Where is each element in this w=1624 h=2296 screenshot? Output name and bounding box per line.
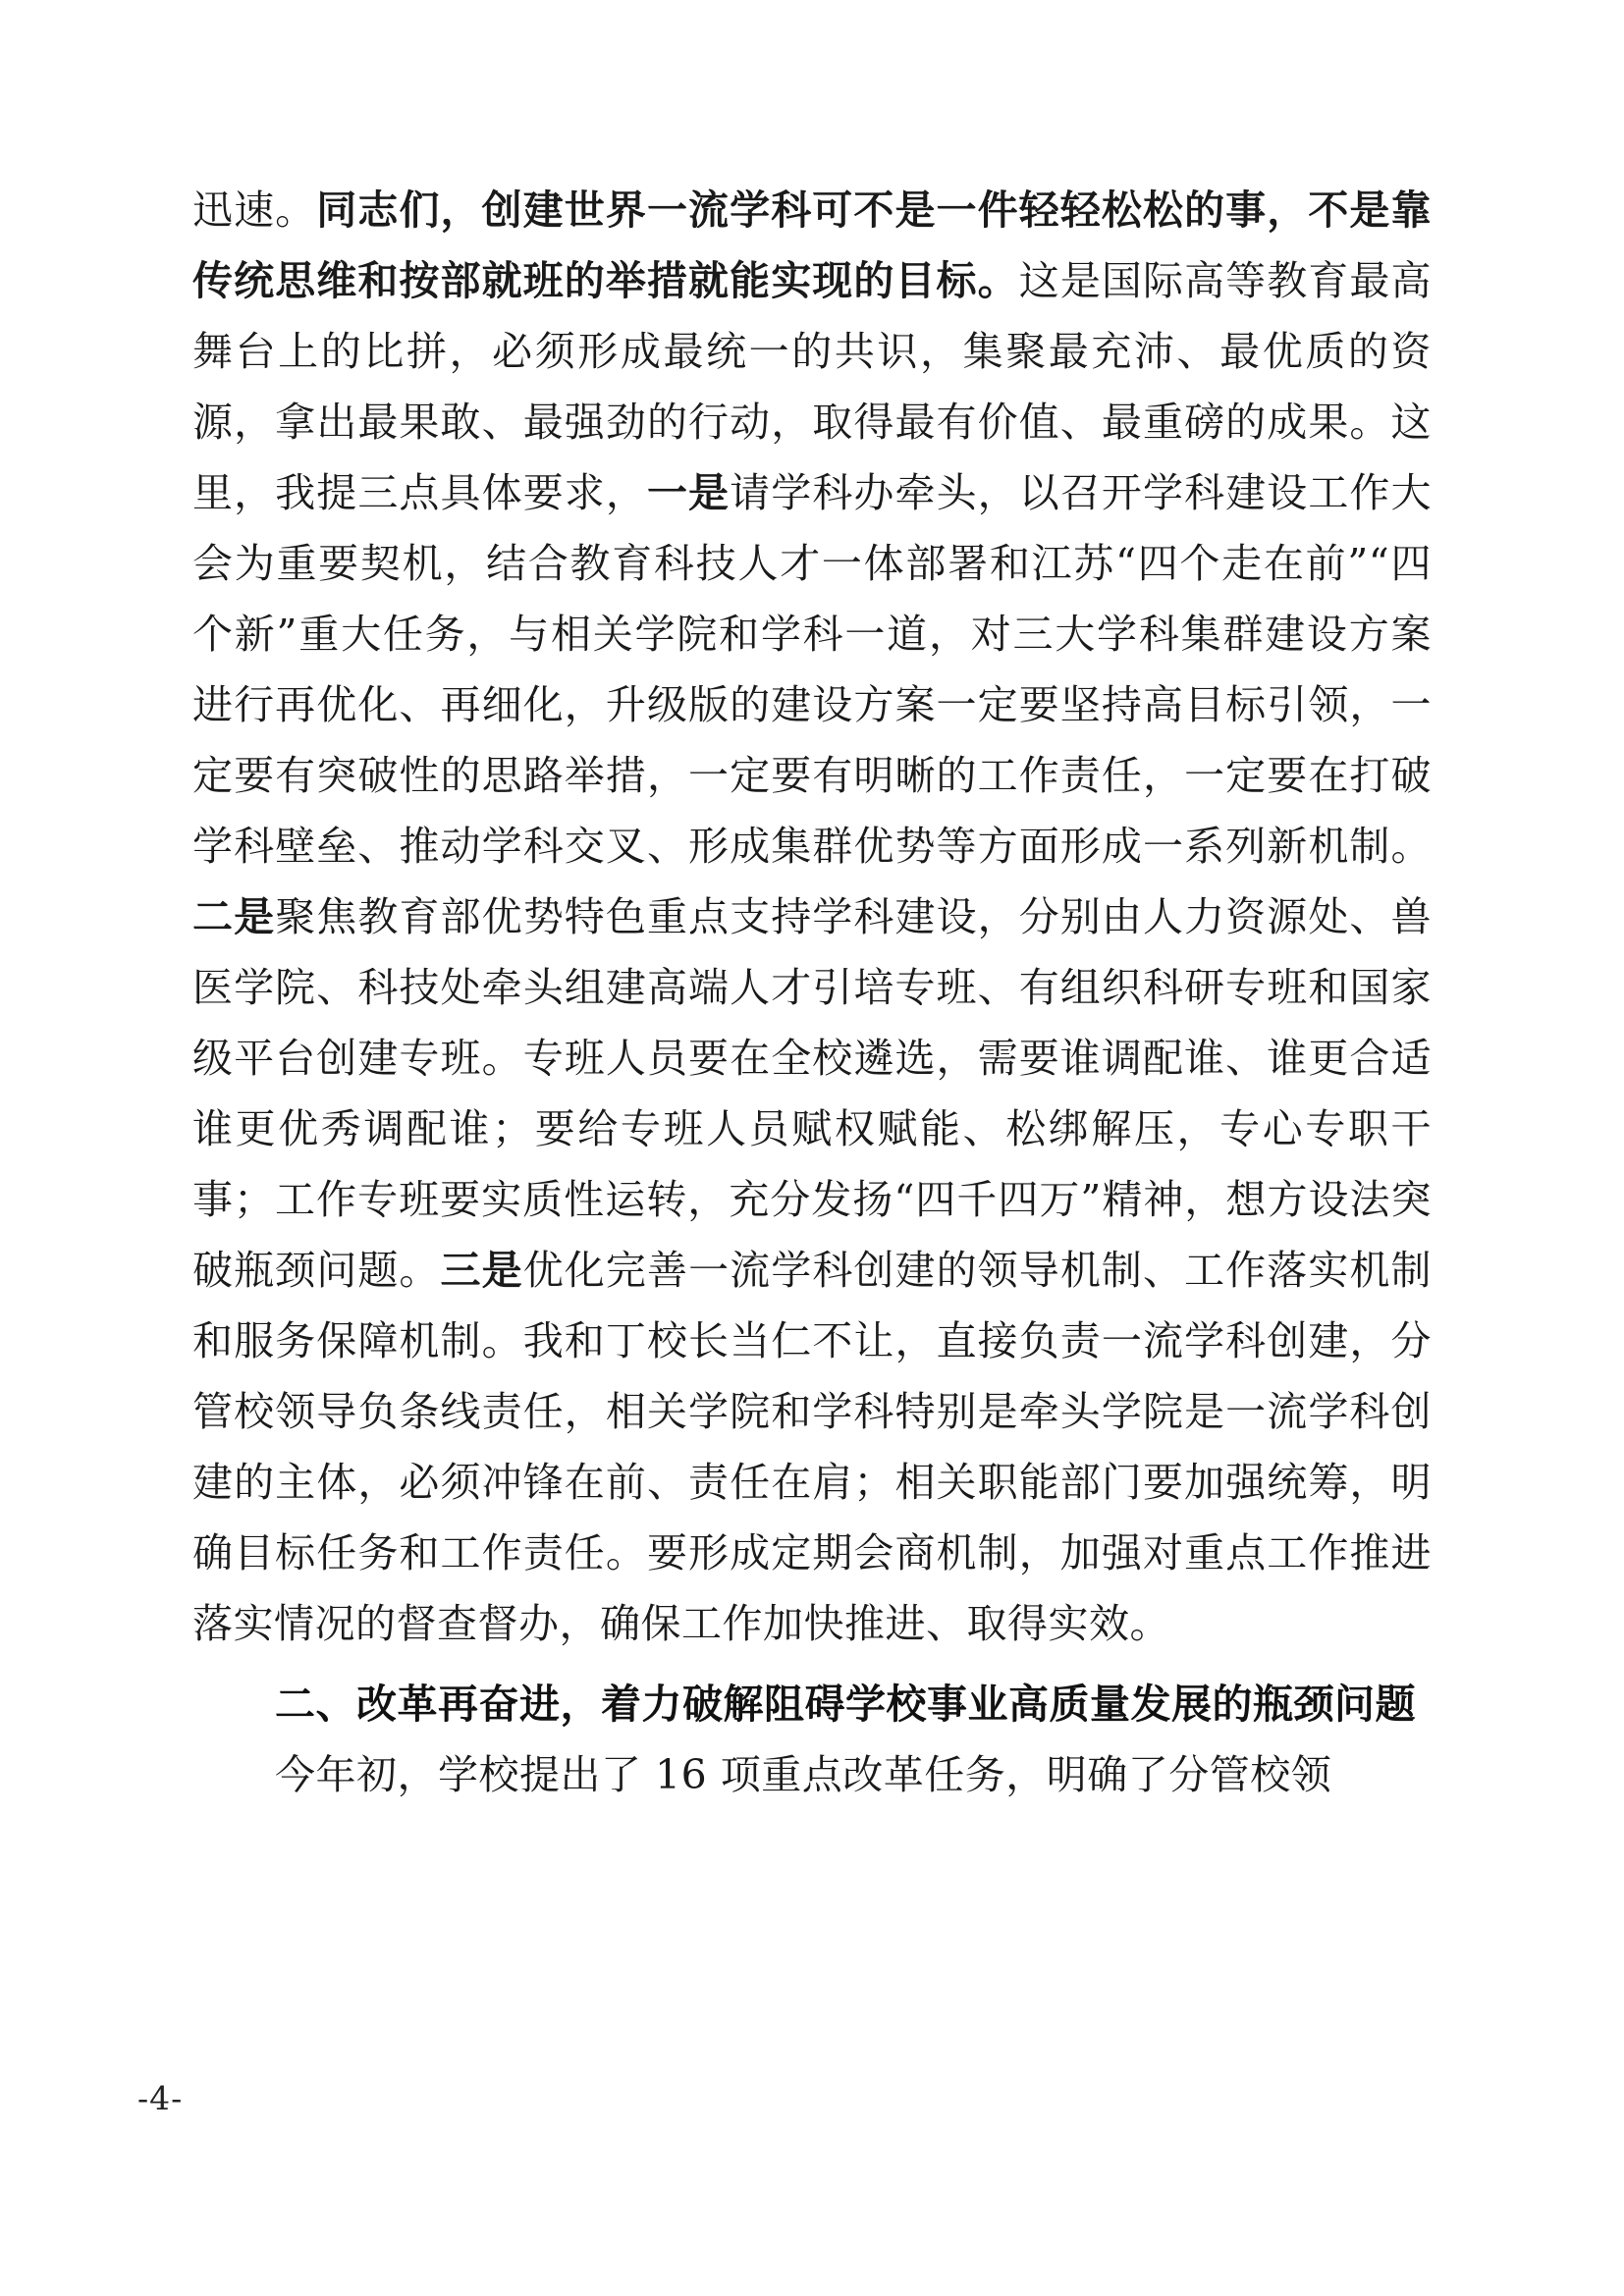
paragraph-1-run-9: 优化完善一流学科创建的领导机制、工作落实机制和服务保障机制。我和丁校长当仁不让，直接负责一流学科创建，分管校领导负条线责任，相关学院和学科特别是牵头学院是一流学科创建的主体，必须冲锋在前、责任在肩；相关职能部门要加强统筹，明确目标任务和工作责任。要形成定期会商机制，加强对重点工作推进落实情况的督查督办，确保工作加快推进、取得实效。	[192, 1247, 1433, 1647]
paragraph-1-run-6-bold: 二是	[192, 893, 276, 940]
paragraph-1-run-5: 请学科办牵头，以召开学科建设工作大会为重要契机，结合教育科技人才一体部署和江苏“四个走在前”“四个新”重大任务，与相关学院和学科一道，对三大学科集群建设方案进行再优化、再细化，升级版的建设方案一定要坚持高目标引领，一定要有突破性的思路举措，一定要有明晰的工作责任，一定要在打破学科壁垒、推动学科交叉、形成集群优势等方面形成一系列新机制。	[192, 469, 1433, 870]
paragraph-spacer	[192, 1659, 1432, 1669]
page-number: -4-	[137, 2079, 184, 2117]
page-content	[192, 175, 1432, 1810]
paragraph-1-run-4-bold: 一是	[646, 469, 731, 516]
paragraph-1-run-2-bold: 同志们，创建世界一流学科可不是一件轻轻松松的事，不是靠传统思维和按部就班的举措就能实现的目标。	[192, 187, 1433, 304]
paragraph-1-run-1: 迅速。	[192, 187, 317, 234]
paragraph-1-run-8-bold: 三是	[440, 1247, 523, 1294]
section-heading-2: 二、改革再奋进，着力破解阻碍学校事业高质量发展的瓶颈问题	[275, 1681, 1416, 1728]
body-paragraph-1	[192, 175, 1432, 1659]
body-paragraph-2: 今年初，学校提出了 16 项重点改革任务，明确了分管校领	[275, 1751, 1332, 1798]
paragraph-1-run-7: 聚焦教育部优势特色重点支持学科建设，分别由人力资源处、兽医学院、科技处牵头组建高端人才引培专班、有组织科研专班和国家级平台创建专班。专班人员要在全校遴选，需要谁调配谁、谁更合适谁更优秀调配谁；要给专班人员赋权赋能、松绑解压，专心专职干事；工作专班要实质性运转，充分发扬“四千四万”精神，想方设法突破瓶颈问题。	[192, 893, 1433, 1294]
paragraph-1-run-3: 这是国际高等教育最高舞台上的比拼，必须形成最统一的共识，集聚最充沛、最优质的资源，拿出最果敢、最强劲的行动，取得最有价值、最重磅的成果。这里，我提三点具体要求，	[192, 257, 1433, 516]
